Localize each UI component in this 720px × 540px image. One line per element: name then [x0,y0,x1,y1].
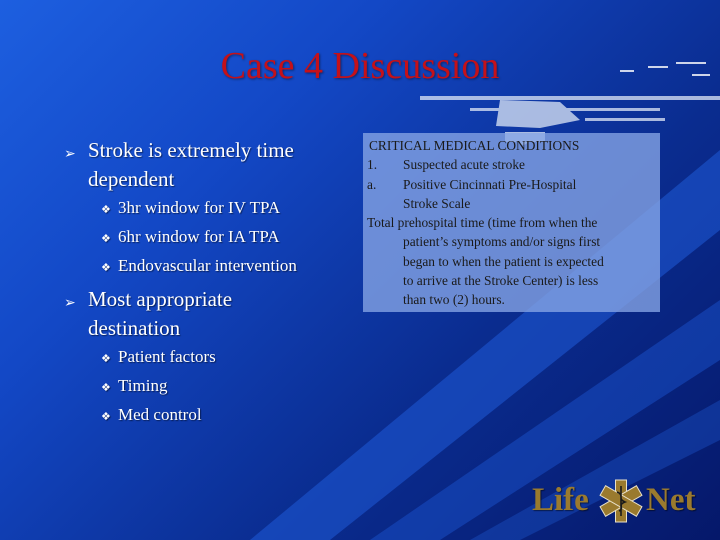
critical-conditions-callout [363,133,660,312]
callout-total-line: to arrive at the Stroke Center) is less [403,273,599,289]
logo-text-left: Life [532,482,589,518]
arrow-bullet-icon: ➢ [64,146,76,162]
callout-item-a [367,175,660,194]
callout-item-text: Positive Cincinnati Pre-Hospital [403,176,577,192]
star-of-life-icon [596,478,646,524]
sub-bullet-text: 6hr window for IA TPA [118,227,280,246]
sub-bullet [101,227,280,249]
bullet-destination [88,285,232,343]
sub-bullet-text: Endovascular intervention [118,256,297,275]
callout-total-line: began to when the patient is expected [403,253,604,269]
bullet-stroke-time [88,136,294,194]
bullet-line: Most appropriate [88,287,233,311]
callout-total-line: than two (2) hours. [403,292,505,308]
callout-item-1 [367,155,660,174]
sub-bullet [101,347,216,369]
diamond-bullet-icon: ❖ [101,410,111,423]
sub-bullet-text: Timing [118,376,168,395]
bullet-line: Stroke is extremely time [88,138,294,162]
sub-bullet-text: 3hr window for IV TPA [118,198,281,217]
logo-text-right: Net [646,482,696,518]
slide-title: Case 4 Discussion [220,45,500,87]
bullet-line: destination [88,316,181,340]
sub-bullet [101,256,297,278]
arrow-bullet-icon: ➢ [64,295,76,311]
callout-heading: CRITICAL MEDICAL CONDITIONS [369,138,580,153]
sub-bullet [101,198,280,220]
callout-total-line: Total prehospital time (time from when the [367,215,598,231]
diamond-bullet-icon: ❖ [101,352,111,365]
callout-item-text: Suspected acute stroke [403,157,525,173]
bullet-line: dependent [88,167,175,191]
lifenet-logo [532,478,710,522]
diamond-bullet-icon: ❖ [101,203,111,216]
callout-item-number: a. [367,176,377,192]
sub-bullet [101,376,167,398]
diamond-bullet-icon: ❖ [101,381,111,394]
sub-bullet-text: Patient factors [118,347,216,366]
diamond-bullet-icon: ❖ [101,261,111,274]
callout-total-line: patient’s symptoms and/or signs first [403,234,601,250]
sub-bullet-text: Med control [118,405,202,424]
sub-bullet [101,405,202,427]
callout-item-text: Stroke Scale [403,195,471,211]
callout-item-number: 1. [367,157,378,173]
diamond-bullet-icon: ❖ [101,232,111,245]
